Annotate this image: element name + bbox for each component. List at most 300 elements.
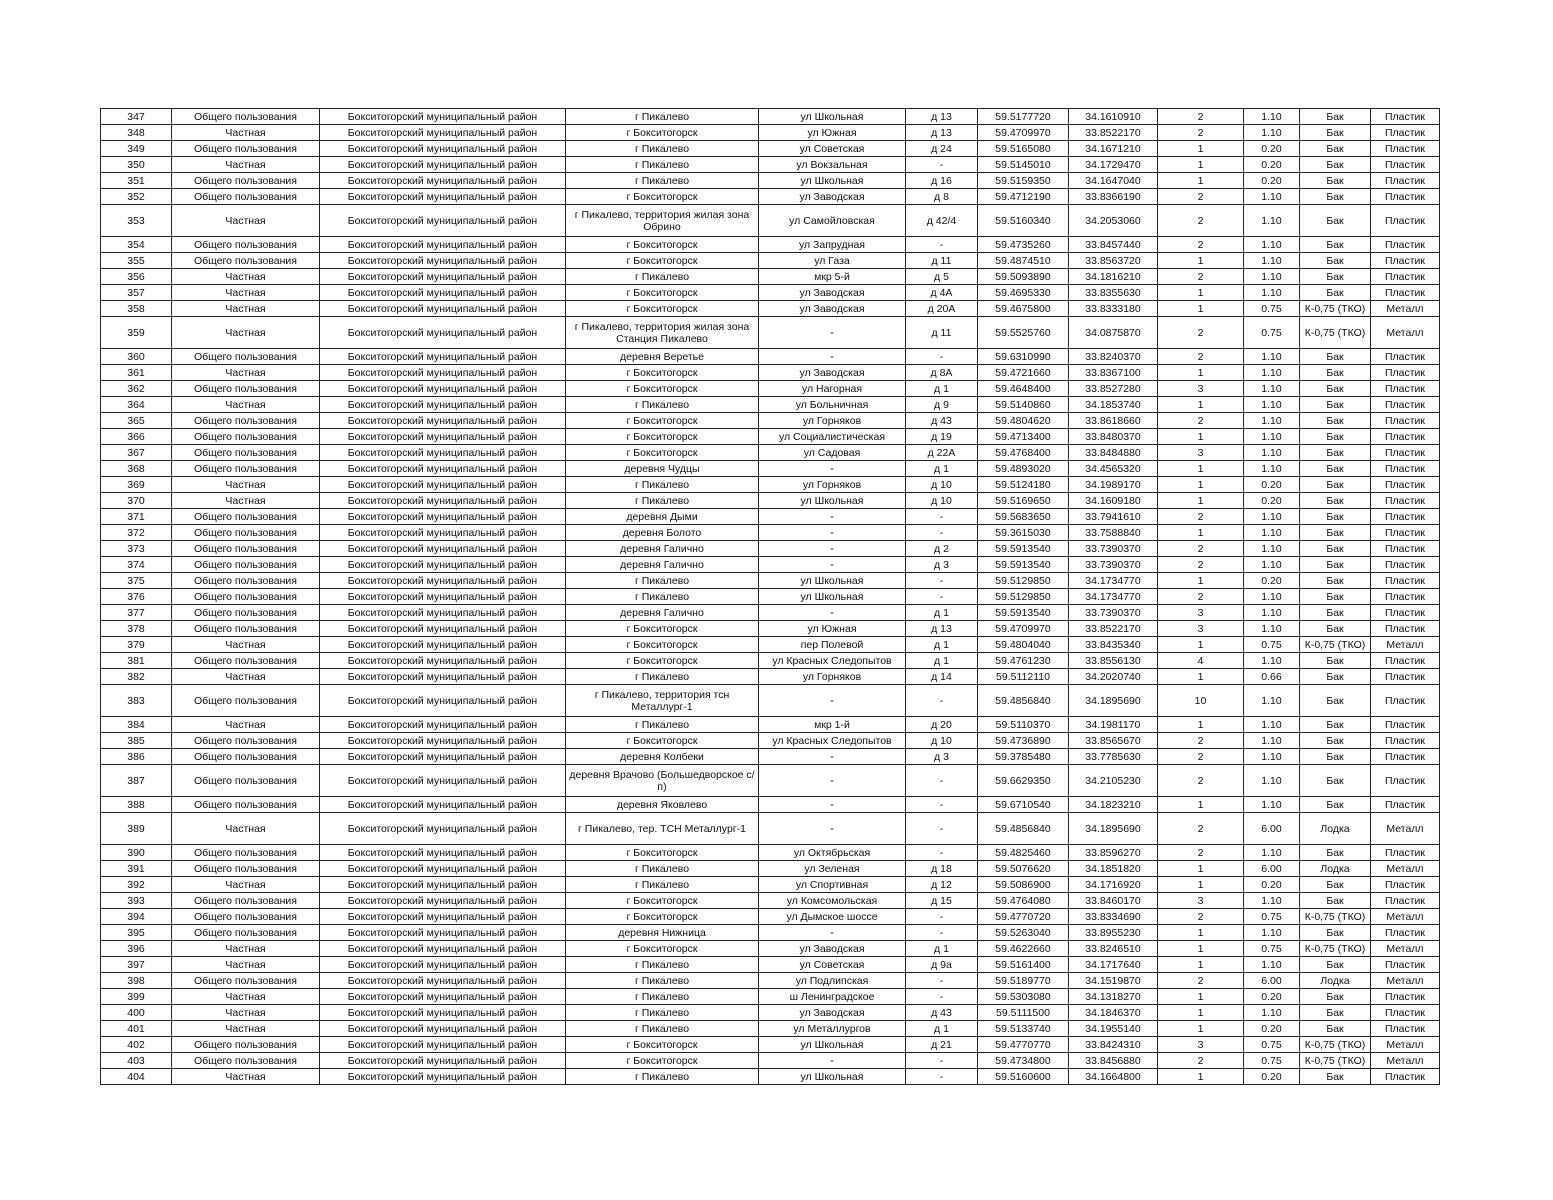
cell-district: Бокситогорский муниципальный район — [320, 621, 566, 637]
cell-container-volume: 1.10 — [1244, 413, 1300, 429]
table-row — [101, 1053, 1440, 1069]
cell-container-volume: 1.10 — [1244, 381, 1300, 397]
table-row — [101, 525, 1440, 541]
cell-house: - — [906, 509, 978, 525]
cell-street: ул Спортивная — [759, 877, 906, 893]
cell-latitude: 59.4874510 — [978, 253, 1069, 269]
table-row — [101, 365, 1440, 381]
cell-container-count: 2 — [1158, 509, 1244, 525]
table-row — [101, 957, 1440, 973]
cell-street: - — [759, 797, 906, 813]
cell-container-volume: 1.10 — [1244, 845, 1300, 861]
cell-street: ул Садовая — [759, 445, 906, 461]
cell-area-type: Общего пользования — [172, 541, 320, 557]
cell-street: ул Нагорная — [759, 381, 906, 397]
table-row — [101, 1037, 1440, 1053]
cell-container-volume: 0.75 — [1244, 637, 1300, 653]
cell-district: Бокситогорский муниципальный район — [320, 557, 566, 573]
cell-locality: г Пикалево — [566, 573, 759, 589]
cell-material: Пластик — [1371, 429, 1440, 445]
cell-container-count: 2 — [1158, 205, 1244, 237]
cell-container-count: 2 — [1158, 269, 1244, 285]
cell-container-type: К-0,75 (ТКО) — [1300, 637, 1371, 653]
cell-house: д 10 — [906, 733, 978, 749]
cell-area-type: Частная — [172, 989, 320, 1005]
cell-area-type: Общего пользования — [172, 621, 320, 637]
cell-row-number: 348 — [101, 125, 172, 141]
cell-material: Пластик — [1371, 493, 1440, 509]
cell-house: д 15 — [906, 893, 978, 909]
cell-longitude: 33.8240370 — [1069, 349, 1158, 365]
cell-container-volume: 1.10 — [1244, 653, 1300, 669]
cell-area-type: Частная — [172, 205, 320, 237]
cell-latitude: 59.5129850 — [978, 589, 1069, 605]
cell-container-count: 1 — [1158, 365, 1244, 381]
cell-latitude: 59.5111500 — [978, 1005, 1069, 1021]
cell-container-count: 1 — [1158, 157, 1244, 173]
cell-material: Металл — [1371, 861, 1440, 877]
cell-container-type: Лодка — [1300, 861, 1371, 877]
cell-district: Бокситогорский муниципальный район — [320, 845, 566, 861]
cell-house: д 13 — [906, 109, 978, 125]
cell-row-number: 356 — [101, 269, 172, 285]
cell-row-number: 374 — [101, 557, 172, 573]
cell-container-volume: 1.10 — [1244, 253, 1300, 269]
cell-house: д 16 — [906, 173, 978, 189]
cell-container-volume: 0.20 — [1244, 989, 1300, 1005]
cell-latitude: 59.5913540 — [978, 605, 1069, 621]
cell-locality: г Бокситогорск — [566, 1037, 759, 1053]
cell-container-volume: 1.10 — [1244, 205, 1300, 237]
cell-material: Пластик — [1371, 733, 1440, 749]
cell-street: - — [759, 557, 906, 573]
cell-locality: г Бокситогорск — [566, 637, 759, 653]
cell-street: ул Советская — [759, 141, 906, 157]
cell-house: д 3 — [906, 557, 978, 573]
cell-longitude: 33.8480370 — [1069, 429, 1158, 445]
cell-street: ул Советская — [759, 957, 906, 973]
cell-material: Пластик — [1371, 109, 1440, 125]
table-row — [101, 125, 1440, 141]
cell-street: ул Южная — [759, 621, 906, 637]
cell-house: - — [906, 909, 978, 925]
cell-house: д 20А — [906, 301, 978, 317]
cell-container-volume: 1.10 — [1244, 733, 1300, 749]
cell-district: Бокситогорский муниципальный район — [320, 749, 566, 765]
cell-locality: деревня Врачово (Большедворское с/п) — [566, 765, 759, 797]
cell-street: ул Зеленая — [759, 861, 906, 877]
cell-material: Пластик — [1371, 189, 1440, 205]
cell-house: д 10 — [906, 477, 978, 493]
cell-longitude: 33.7588840 — [1069, 525, 1158, 541]
cell-container-type: Бак — [1300, 653, 1371, 669]
cell-locality: г Пикалево — [566, 269, 759, 285]
cell-district: Бокситогорский муниципальный район — [320, 1021, 566, 1037]
cell-longitude: 33.8565670 — [1069, 733, 1158, 749]
table-row — [101, 477, 1440, 493]
cell-container-count: 1 — [1158, 397, 1244, 413]
cell-material: Пластик — [1371, 989, 1440, 1005]
cell-house: д 8 — [906, 189, 978, 205]
cell-area-type: Общего пользования — [172, 925, 320, 941]
table-row — [101, 1021, 1440, 1037]
cell-district: Бокситогорский муниципальный район — [320, 685, 566, 717]
cell-street: ул Школьная — [759, 1069, 906, 1085]
cell-area-type: Общего пользования — [172, 685, 320, 717]
table-row — [101, 413, 1440, 429]
cell-longitude: 33.8596270 — [1069, 845, 1158, 861]
cell-row-number: 377 — [101, 605, 172, 621]
cell-container-volume: 1.10 — [1244, 765, 1300, 797]
cell-container-type: Бак — [1300, 925, 1371, 941]
cell-street: ул Красных Следопытов — [759, 653, 906, 669]
cell-container-volume: 0.20 — [1244, 157, 1300, 173]
cell-district: Бокситогорский муниципальный район — [320, 141, 566, 157]
cell-container-type: К-0,75 (ТКО) — [1300, 909, 1371, 925]
cell-container-type: К-0,75 (ТКО) — [1300, 317, 1371, 349]
cell-latitude: 59.4770720 — [978, 909, 1069, 925]
cell-container-volume: 1.10 — [1244, 365, 1300, 381]
cell-longitude: 33.8955230 — [1069, 925, 1158, 941]
table-row — [101, 589, 1440, 605]
cell-house: д 13 — [906, 125, 978, 141]
cell-container-count: 1 — [1158, 861, 1244, 877]
cell-container-volume: 1.10 — [1244, 589, 1300, 605]
cell-latitude: 59.5169650 — [978, 493, 1069, 509]
cell-locality: г Пикалево — [566, 477, 759, 493]
cell-row-number: 370 — [101, 493, 172, 509]
cell-area-type: Общего пользования — [172, 861, 320, 877]
cell-house: д 18 — [906, 861, 978, 877]
cell-container-volume: 1.10 — [1244, 957, 1300, 973]
cell-longitude: 34.1671210 — [1069, 141, 1158, 157]
cell-container-volume: 0.20 — [1244, 493, 1300, 509]
table-row — [101, 109, 1440, 125]
cell-longitude: 34.1955140 — [1069, 1021, 1158, 1037]
cell-locality: деревня Чудцы — [566, 461, 759, 477]
cell-area-type: Общего пользования — [172, 893, 320, 909]
cell-district: Бокситогорский муниципальный район — [320, 317, 566, 349]
cell-house: д 22А — [906, 445, 978, 461]
cell-area-type: Общего пользования — [172, 733, 320, 749]
cell-material: Пластик — [1371, 1069, 1440, 1085]
cell-street: - — [759, 1053, 906, 1069]
cell-house: д 42/4 — [906, 205, 978, 237]
cell-row-number: 379 — [101, 637, 172, 653]
cell-row-number: 362 — [101, 381, 172, 397]
cell-container-type: Бак — [1300, 525, 1371, 541]
cell-locality: г Бокситогорск — [566, 381, 759, 397]
cell-district: Бокситогорский муниципальный район — [320, 365, 566, 381]
cell-material: Пластик — [1371, 173, 1440, 189]
cell-district: Бокситогорский муниципальный район — [320, 173, 566, 189]
cell-material: Пластик — [1371, 477, 1440, 493]
cell-longitude: 33.8527280 — [1069, 381, 1158, 397]
cell-longitude: 33.8457440 — [1069, 237, 1158, 253]
cell-material: Пластик — [1371, 413, 1440, 429]
cell-house: д 20 — [906, 717, 978, 733]
cell-longitude: 34.1981170 — [1069, 717, 1158, 733]
cell-container-type: Бак — [1300, 157, 1371, 173]
table-row — [101, 989, 1440, 1005]
cell-street: ул Горняков — [759, 413, 906, 429]
cell-row-number: 359 — [101, 317, 172, 349]
cell-street: - — [759, 813, 906, 845]
cell-area-type: Общего пользования — [172, 109, 320, 125]
cell-material: Пластик — [1371, 653, 1440, 669]
cell-container-volume: 1.10 — [1244, 621, 1300, 637]
cell-house: д 9 — [906, 397, 978, 413]
cell-material: Пластик — [1371, 253, 1440, 269]
cell-latitude: 59.4825460 — [978, 845, 1069, 861]
cell-container-type: Бак — [1300, 765, 1371, 797]
cell-longitude: 33.8522170 — [1069, 621, 1158, 637]
cell-row-number: 349 — [101, 141, 172, 157]
table-row — [101, 685, 1440, 717]
cell-container-volume: 1.10 — [1244, 189, 1300, 205]
cell-longitude: 34.0875870 — [1069, 317, 1158, 349]
cell-house: д 4А — [906, 285, 978, 301]
table-row — [101, 877, 1440, 893]
table-row — [101, 269, 1440, 285]
cell-material: Металл — [1371, 317, 1440, 349]
cell-latitude: 59.5189770 — [978, 973, 1069, 989]
cell-street: - — [759, 541, 906, 557]
cell-latitude: 59.4770770 — [978, 1037, 1069, 1053]
table-row — [101, 573, 1440, 589]
cell-house: - — [906, 813, 978, 845]
cell-street: ул Заводская — [759, 941, 906, 957]
cell-house: - — [906, 237, 978, 253]
cell-container-type: Бак — [1300, 125, 1371, 141]
cell-row-number: 397 — [101, 957, 172, 973]
cell-locality: деревня Галично — [566, 557, 759, 573]
cell-row-number: 389 — [101, 813, 172, 845]
cell-house: - — [906, 797, 978, 813]
cell-latitude: 59.4622660 — [978, 941, 1069, 957]
cell-row-number: 384 — [101, 717, 172, 733]
cell-container-volume: 1.10 — [1244, 605, 1300, 621]
cell-house: д 1 — [906, 381, 978, 397]
cell-material: Пластик — [1371, 541, 1440, 557]
cell-locality: г Бокситогорск — [566, 445, 759, 461]
cell-locality: г Бокситогорск — [566, 429, 759, 445]
cell-container-count: 2 — [1158, 237, 1244, 253]
cell-container-volume: 1.10 — [1244, 397, 1300, 413]
cell-house: - — [906, 157, 978, 173]
cell-street: ул Газа — [759, 253, 906, 269]
cell-latitude: 59.4709970 — [978, 125, 1069, 141]
cell-container-volume: 1.10 — [1244, 1005, 1300, 1021]
cell-container-count: 1 — [1158, 637, 1244, 653]
cell-latitude: 59.4804040 — [978, 637, 1069, 653]
cell-row-number: 404 — [101, 1069, 172, 1085]
cell-street: - — [759, 525, 906, 541]
cell-locality: г Пикалево — [566, 157, 759, 173]
cell-locality: г Бокситогорск — [566, 653, 759, 669]
cell-house: д 5 — [906, 269, 978, 285]
cell-material: Металл — [1371, 909, 1440, 925]
table-row — [101, 541, 1440, 557]
cell-locality: г Пикалево — [566, 109, 759, 125]
cell-container-count: 2 — [1158, 1053, 1244, 1069]
cell-area-type: Частная — [172, 1005, 320, 1021]
cell-container-count: 1 — [1158, 1021, 1244, 1037]
cell-street: ул Комсомольская — [759, 893, 906, 909]
cell-locality: деревня Галично — [566, 605, 759, 621]
cell-street: ул Школьная — [759, 493, 906, 509]
cell-longitude: 34.4565320 — [1069, 461, 1158, 477]
cell-latitude: 59.5263040 — [978, 925, 1069, 941]
table-row — [101, 237, 1440, 253]
cell-material: Пластик — [1371, 685, 1440, 717]
cell-locality: г Бокситогорск — [566, 621, 759, 637]
cell-latitude: 59.6629350 — [978, 765, 1069, 797]
table-row — [101, 653, 1440, 669]
cell-container-volume: 0.20 — [1244, 573, 1300, 589]
cell-longitude: 33.7390370 — [1069, 557, 1158, 573]
cell-longitude: 34.1816210 — [1069, 269, 1158, 285]
cell-street: - — [759, 317, 906, 349]
cell-street: пер Полевой — [759, 637, 906, 653]
cell-longitude: 33.8460170 — [1069, 893, 1158, 909]
cell-container-count: 1 — [1158, 285, 1244, 301]
cell-longitude: 33.7390370 — [1069, 605, 1158, 621]
cell-container-count: 2 — [1158, 189, 1244, 205]
cell-container-count: 1 — [1158, 573, 1244, 589]
cell-material: Пластик — [1371, 349, 1440, 365]
cell-district: Бокситогорский муниципальный район — [320, 573, 566, 589]
cell-row-number: 369 — [101, 477, 172, 493]
cell-house: - — [906, 1069, 978, 1085]
table-row — [101, 381, 1440, 397]
cell-house: д 43 — [906, 1005, 978, 1021]
cell-material: Пластик — [1371, 205, 1440, 237]
cell-latitude: 59.4675800 — [978, 301, 1069, 317]
cell-container-count: 3 — [1158, 605, 1244, 621]
cell-container-count: 1 — [1158, 669, 1244, 685]
cell-longitude: 33.8556130 — [1069, 653, 1158, 669]
cell-street: ул Горняков — [759, 669, 906, 685]
cell-row-number: 399 — [101, 989, 172, 1005]
cell-longitude: 34.2053060 — [1069, 205, 1158, 237]
cell-container-type: Бак — [1300, 733, 1371, 749]
cell-material: Металл — [1371, 973, 1440, 989]
cell-street: - — [759, 509, 906, 525]
cell-street: ул Школьная — [759, 173, 906, 189]
cell-container-count: 1 — [1158, 941, 1244, 957]
cell-district: Бокситогорский муниципальный район — [320, 797, 566, 813]
cell-latitude: 59.5124180 — [978, 477, 1069, 493]
cell-material: Пластик — [1371, 141, 1440, 157]
cell-container-count: 1 — [1158, 477, 1244, 493]
cell-house: д 11 — [906, 253, 978, 269]
cell-container-type: Бак — [1300, 589, 1371, 605]
cell-house: д 1 — [906, 1021, 978, 1037]
cell-material: Металл — [1371, 301, 1440, 317]
cell-locality: г Пикалево, тер. ТСН Металлург-1 — [566, 813, 759, 845]
cell-area-type: Общего пользования — [172, 189, 320, 205]
table-row — [101, 813, 1440, 845]
cell-street: ул Школьная — [759, 1037, 906, 1053]
cell-row-number: 381 — [101, 653, 172, 669]
cell-row-number: 364 — [101, 397, 172, 413]
cell-locality: г Пикалево — [566, 669, 759, 685]
cell-row-number: 352 — [101, 189, 172, 205]
cell-row-number: 400 — [101, 1005, 172, 1021]
cell-street: ул Южная — [759, 125, 906, 141]
cell-material: Пластик — [1371, 461, 1440, 477]
cell-district: Бокситогорский муниципальный район — [320, 605, 566, 621]
cell-latitude: 59.4893020 — [978, 461, 1069, 477]
cell-district: Бокситогорский муниципальный район — [320, 509, 566, 525]
cell-district: Бокситогорский муниципальный район — [320, 381, 566, 397]
cell-row-number: 392 — [101, 877, 172, 893]
cell-area-type: Общего пользования — [172, 589, 320, 605]
cell-locality: деревня Галично — [566, 541, 759, 557]
cell-container-count: 2 — [1158, 765, 1244, 797]
cell-area-type: Общего пользования — [172, 573, 320, 589]
cell-house: - — [906, 525, 978, 541]
cell-house: д 19 — [906, 429, 978, 445]
cell-house: - — [906, 765, 978, 797]
cell-district: Бокситогорский муниципальный район — [320, 717, 566, 733]
cell-area-type: Частная — [172, 477, 320, 493]
cell-container-count: 2 — [1158, 557, 1244, 573]
cell-latitude: 59.5303080 — [978, 989, 1069, 1005]
cell-area-type: Частная — [172, 157, 320, 173]
cell-container-type: Бак — [1300, 557, 1371, 573]
cell-container-volume: 1.10 — [1244, 925, 1300, 941]
cell-locality: деревня Колбеки — [566, 749, 759, 765]
cell-house: - — [906, 349, 978, 365]
cell-street: - — [759, 749, 906, 765]
cell-row-number: 382 — [101, 669, 172, 685]
cell-container-count: 3 — [1158, 1037, 1244, 1053]
cell-container-type: Бак — [1300, 493, 1371, 509]
cell-row-number: 396 — [101, 941, 172, 957]
cell-street: ул Заводская — [759, 1005, 906, 1021]
cell-row-number: 395 — [101, 925, 172, 941]
table-row — [101, 749, 1440, 765]
cell-district: Бокситогорский муниципальный район — [320, 765, 566, 797]
cell-container-type: Бак — [1300, 205, 1371, 237]
cell-material: Пластик — [1371, 669, 1440, 685]
cell-area-type: Общего пользования — [172, 525, 320, 541]
cell-container-type: К-0,75 (ТКО) — [1300, 301, 1371, 317]
cell-row-number: 350 — [101, 157, 172, 173]
cell-container-count: 1 — [1158, 1005, 1244, 1021]
cell-material: Пластик — [1371, 925, 1440, 941]
cell-row-number: 372 — [101, 525, 172, 541]
table-row — [101, 189, 1440, 205]
cell-area-type: Частная — [172, 957, 320, 973]
cell-district: Бокситогорский муниципальный район — [320, 941, 566, 957]
cell-house: д 43 — [906, 413, 978, 429]
cell-house: д 1 — [906, 941, 978, 957]
cell-container-volume: 1.10 — [1244, 445, 1300, 461]
cell-container-volume: 0.20 — [1244, 877, 1300, 893]
cell-row-number: 383 — [101, 685, 172, 717]
cell-container-type: Бак — [1300, 717, 1371, 733]
cell-container-type: К-0,75 (ТКО) — [1300, 1053, 1371, 1069]
cell-district: Бокситогорский муниципальный район — [320, 237, 566, 253]
cell-material: Пластик — [1371, 957, 1440, 973]
cell-container-count: 2 — [1158, 349, 1244, 365]
cell-container-type: Бак — [1300, 845, 1371, 861]
cell-material: Пластик — [1371, 525, 1440, 541]
cell-street: ул Запрудная — [759, 237, 906, 253]
